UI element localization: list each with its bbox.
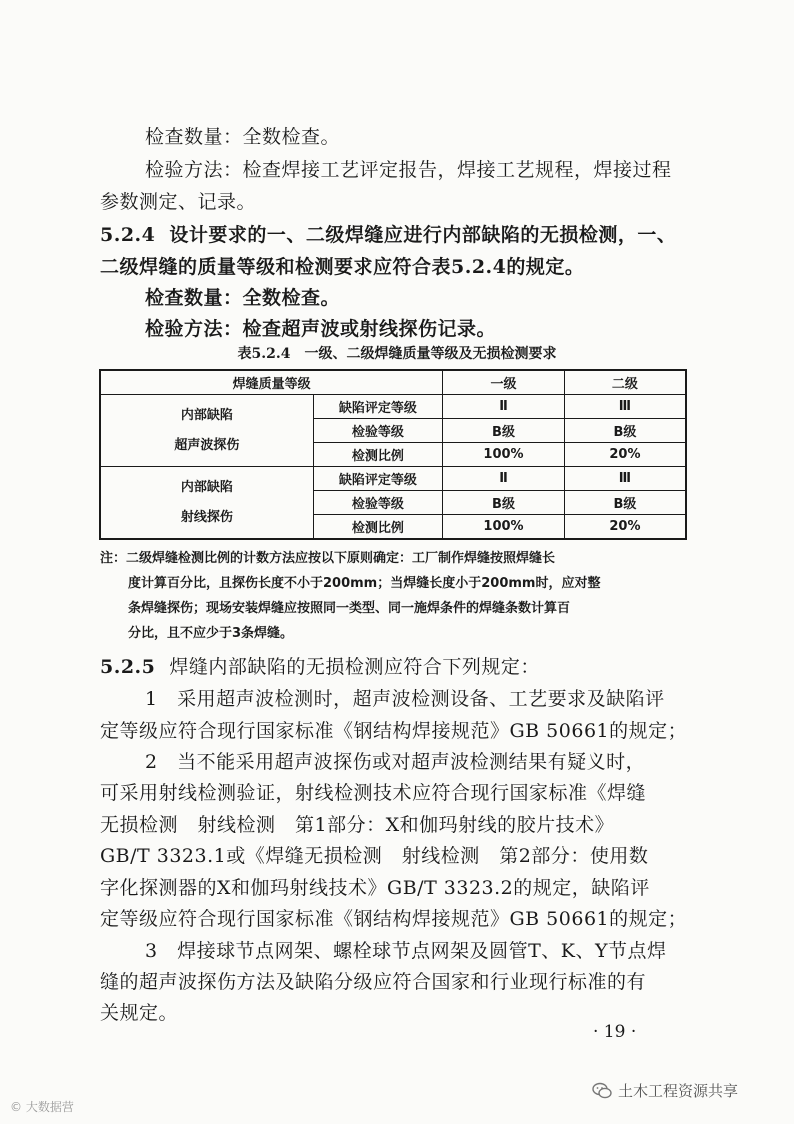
table-header-row	[100, 370, 686, 395]
table-row	[100, 467, 686, 491]
text-line: GB/T 3323.1或《焊缝无损检测 射线检测 第2部分：使用数	[100, 845, 649, 867]
table-cell: 20%	[564, 515, 686, 540]
table-cell: Ⅱ	[443, 467, 565, 491]
table-header-cell: 焊缝质量等级	[100, 370, 443, 395]
group-label: 内部缺陷	[180, 407, 233, 423]
text-line: 检验方法：检查焊接工艺评定报告，焊接工艺规程，焊接过程	[145, 159, 672, 181]
text-line: 参数测定、记录。	[100, 191, 257, 213]
table-row	[100, 395, 686, 419]
text-line: 缝的超声波探伤方法及缺陷分级应符合国家和行业现行标准的有	[100, 971, 647, 993]
table-cell: 检验等级	[313, 491, 443, 515]
quality-grade-table	[99, 369, 687, 540]
table-note: 注：二级焊缝检测比例的计数方法应按以下原则确定：工厂制作焊缝按照焊缝长	[100, 551, 556, 566]
watermark-text: 土木工程资源共享	[618, 1082, 739, 1100]
table-cell: Ⅲ	[564, 467, 686, 491]
table-cell: B级	[564, 419, 686, 443]
table-cell: Ⅲ	[564, 395, 686, 419]
section-text: 焊缝内部缺陷的无损检测应符合下列规定：	[169, 656, 540, 678]
table-cell: B级	[564, 491, 686, 515]
text-line	[100, 652, 540, 679]
table-cell: B级	[443, 491, 565, 515]
page-number: · 19 ·	[593, 1022, 637, 1042]
section-number: 5.2.5	[100, 656, 156, 678]
table-header-cell: 一级	[443, 370, 565, 395]
table-cell: B级	[443, 419, 565, 443]
group-cell	[100, 467, 313, 540]
table-cell: 检测比例	[313, 515, 443, 540]
table-cell: 检验等级	[313, 419, 443, 443]
table-cell: 缺陷评定等级	[313, 395, 443, 419]
text-line: 定等级应符合现行国家标准《钢结构焊接规范》GB 50661的规定；	[100, 908, 688, 930]
table-note: 条焊缝探伤；现场安装焊缝应按照同一类型、同一施焊条件的焊缝条数计算百	[128, 601, 571, 616]
section-text: 设计要求的一、二级焊缝应进行内部缺陷的无损检测，一、	[169, 224, 677, 246]
text-line: 检查数量：全数检查。	[145, 287, 341, 309]
table-cell: 检测比例	[313, 443, 443, 467]
table-caption: 表5.2.4 一级、二级焊缝质量等级及无损检测要求	[237, 346, 557, 362]
text-line: 二级焊缝的质量等级和检测要求应符合表5.2.4的规定。	[100, 256, 585, 278]
watermark-right	[592, 1080, 738, 1101]
section-number: 5.2.4	[100, 224, 156, 246]
group-label: 内部缺陷	[180, 479, 233, 495]
text-line: 检查数量：全数检查。	[145, 126, 341, 148]
text-line: 定等级应符合现行国家标准《钢结构焊接规范》GB 50661的规定；	[100, 720, 688, 742]
text-line: 无损检测 射线检测 第1部分：X和伽玛射线的胶片技术》	[100, 814, 615, 836]
wechat-icon	[592, 1082, 612, 1100]
table-cell: 100%	[443, 443, 565, 467]
table-cell: 缺陷评定等级	[313, 467, 443, 491]
table-cell: Ⅱ	[443, 395, 565, 419]
text-line: 检验方法：检查超声波或射线探伤记录。	[145, 318, 497, 340]
table-header-cell: 二级	[564, 370, 686, 395]
text-line: 1 采用超声波检测时，超声波检测设备、工艺要求及缺陷评	[145, 688, 665, 710]
text-line: 关规定。	[100, 1002, 179, 1024]
text-line	[100, 220, 676, 247]
table-cell: 100%	[443, 515, 565, 540]
group-label: 超声波探伤	[174, 437, 240, 453]
group-label: 射线探伤	[180, 509, 233, 525]
table-note: 度计算百分比，且探伤长度不小于200mm；当焊缝长度小于200mm时，应对整	[128, 576, 601, 591]
text-line: 3 焊接球节点网架、螺栓球节点网架及圆管T、K、Y节点焊	[145, 940, 667, 962]
watermark-left: © 大数据营	[10, 1100, 74, 1114]
table-cell: 20%	[564, 443, 686, 467]
text-line: 可采用射线检测验证，射线检测技术应符合现行国家标准《焊缝	[100, 782, 647, 804]
group-cell	[100, 395, 313, 467]
text-line: 2 当不能采用超声波探伤或对超声波检测结果有疑义时，	[145, 751, 646, 773]
table-note: 分比，且不应少于3条焊缝。	[128, 626, 294, 641]
text-line: 字化探测器的X和伽玛射线技术》GB/T 3323.2的规定，缺陷评	[100, 877, 650, 899]
